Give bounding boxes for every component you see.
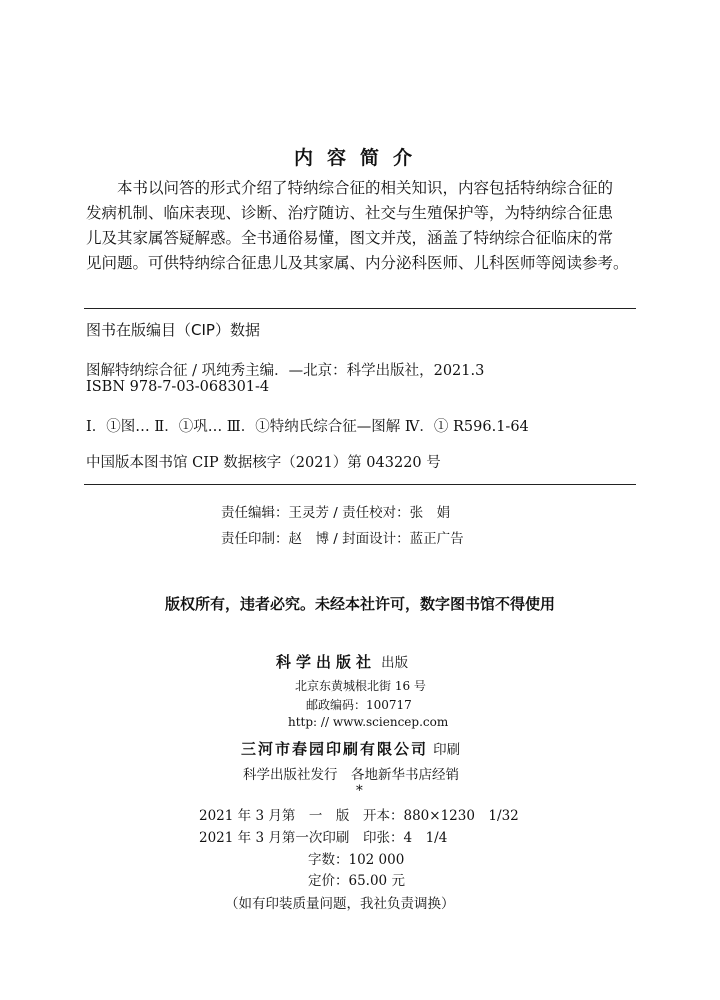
summary-line: 见问题。可供特纳综合征患儿及其家属、内分泌科医师、儿科医师等阅读参考。 bbox=[86, 254, 629, 272]
cip-title-line: 图解特纳综合征 / 巩纯秀主编．—北京：科学出版社，2021.3 bbox=[86, 363, 485, 379]
cip-archive-number: 中国版本图书馆 CIP 数据核字（2021）第 043220 号 bbox=[86, 455, 441, 471]
spec-price: 定价：65.00 元 bbox=[308, 873, 405, 889]
spec-wordcount: 字数：102 000 bbox=[308, 852, 405, 868]
publisher-url: http: // www.sciencep.com bbox=[288, 715, 449, 729]
quality-notice: （如有印装质量问题，我社负责调换） bbox=[225, 896, 455, 912]
spec-sheets: 印张：4 1/4 bbox=[363, 830, 448, 846]
printer-name: 三河市春园印刷有限公司 bbox=[241, 740, 429, 758]
spec-format: 开本：880×1230 1/32 bbox=[363, 808, 519, 824]
publisher-address: 北京东黄城根北街 16 号 bbox=[295, 679, 426, 693]
printer-role: 印刷 bbox=[433, 742, 461, 758]
distribution: 科学出版社发行 各地新华书店经销 bbox=[243, 767, 459, 783]
summary-title: 内容简介 bbox=[293, 147, 426, 169]
cip-top-rule bbox=[84, 308, 636, 309]
publisher-postcode: 邮政编码：100717 bbox=[306, 698, 412, 712]
separator-asterisk: * bbox=[356, 783, 363, 799]
copyright-notice: 版权所有，违者必究。未经本社许可，数字图书馆不得使用 bbox=[164, 595, 555, 613]
cip-classification: Ⅰ．①图… Ⅱ．①巩… Ⅲ．①特纳氏综合征—图解 Ⅳ．① R596.1-64 bbox=[86, 419, 529, 435]
publisher-line bbox=[276, 651, 408, 672]
staff-printing-design: 责任印制：赵 博 / 封面设计：蓝正广告 bbox=[221, 531, 464, 547]
summary-line: 发病机制、临床表现、诊断、治疗随访、社交与生殖保护等，为特纳综合征患 bbox=[86, 204, 614, 222]
publisher-name: 科学出版社 bbox=[276, 653, 377, 671]
cip-heading: 图书在版编目（CIP）数据 bbox=[86, 321, 260, 339]
summary-line: 儿及其家属答疑解惑。全书通俗易懂，图文并茂，涵盖了特纳综合征临床的常 bbox=[86, 229, 614, 247]
spec-edition: 2021 年 3 月第 一 版 bbox=[199, 808, 350, 824]
publisher-role: 出版 bbox=[381, 655, 409, 671]
spec-printing: 2021 年 3 月第一次印刷 bbox=[199, 830, 350, 846]
printer-line bbox=[241, 738, 460, 759]
summary-line: 本书以问答的形式介绍了特纳综合征的相关知识，内容包括特纳综合征的 bbox=[117, 179, 614, 197]
summary-paragraph bbox=[86, 176, 634, 276]
cip-isbn: ISBN 978-7-03-068301-4 bbox=[86, 379, 270, 395]
cip-bottom-rule bbox=[84, 484, 636, 485]
staff-editors: 责任编辑：王灵芳 / 责任校对：张 娟 bbox=[221, 505, 451, 521]
